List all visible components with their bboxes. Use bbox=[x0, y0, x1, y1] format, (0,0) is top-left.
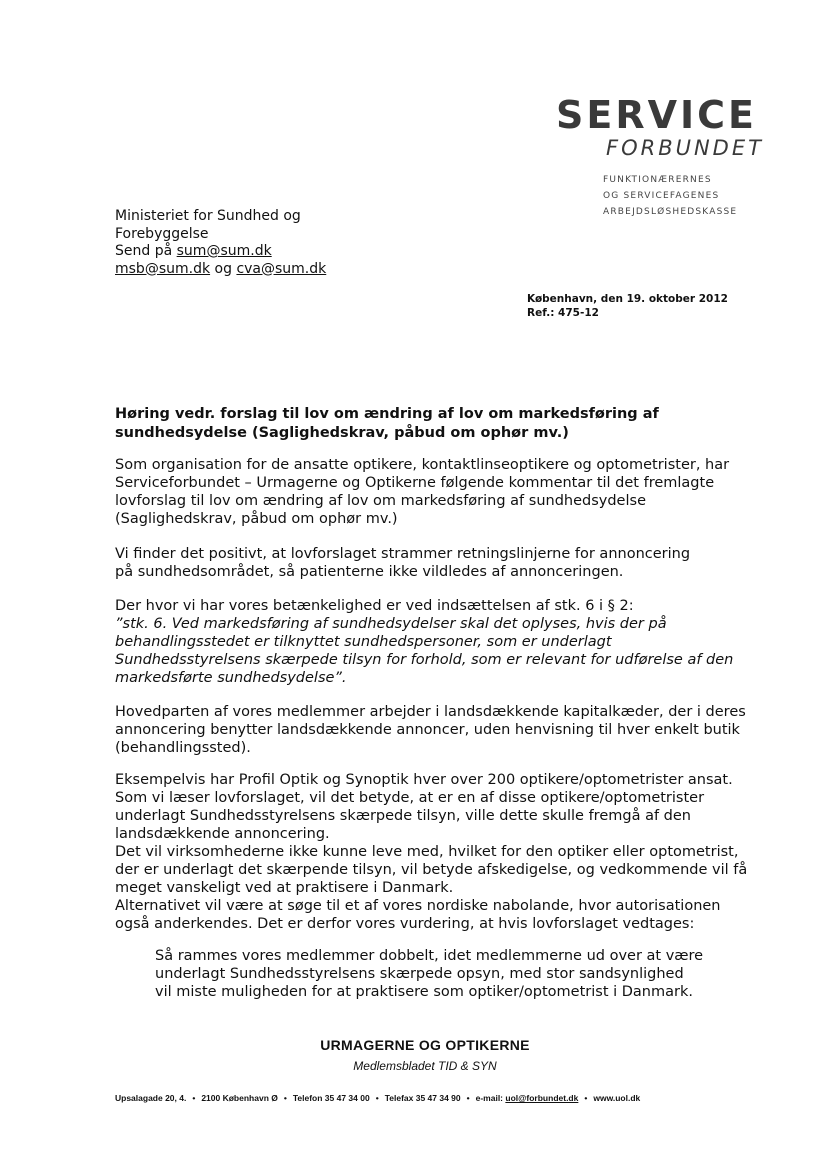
footer-title: URMAGERNE OG OPTIKERNE bbox=[320, 1037, 530, 1053]
letter-subject bbox=[115, 405, 715, 443]
paragraph-6 bbox=[155, 947, 755, 1001]
email-link-msb[interactable]: msb@sum.dk bbox=[115, 260, 211, 277]
footer-city: 2100 København Ø bbox=[201, 1093, 278, 1103]
letter-date: København, den 19. oktober 2012 bbox=[527, 293, 728, 305]
paragraph-5 bbox=[115, 771, 755, 933]
body-line: Eksempelvis har Profil Optik og Synoptik hver over 200 optikere/optometrister ansat. bbox=[115, 772, 733, 788]
body-line: vil miste muligheden for at praktisere som optiker/optometrist i Danmark. bbox=[155, 984, 693, 1000]
footer-email-label: e-mail: bbox=[475, 1093, 506, 1103]
paragraph-1 bbox=[115, 456, 755, 528]
send-prefix: Send på bbox=[115, 243, 177, 259]
body-line: Der hvor vi har vores betænkelighed er ved indsættelsen af stk. 6 i § 2: bbox=[115, 598, 634, 614]
footer-bullet: • bbox=[584, 1093, 588, 1103]
footer-contact-line bbox=[115, 1093, 755, 1103]
body-line: også anderkendes. Det er derfor vores vurdering, at hvis lovforslaget vedtages: bbox=[115, 916, 695, 932]
quote-line: Sundhedsstyrelsens skærpede tilsyn for forhold, som er relevant for udførelse af den bbox=[115, 652, 734, 668]
body-line: Vi finder det positivt, at lovforslaget strammer retningslinjerne for annoncering bbox=[115, 546, 691, 562]
logo-subtitle-line: ARBEJDSLØSHEDSKASSE bbox=[603, 207, 738, 217]
logo-service-text: SERVICE bbox=[556, 93, 757, 137]
body-line: annoncering benytter landsdækkende annoncer, uden henvisning til hver enkelt butik bbox=[115, 722, 740, 738]
body-line: underlagt Sundhedsstyrelsens skærpede opsyn, med stor sandsynlighed bbox=[155, 966, 684, 982]
paragraph-3 bbox=[115, 597, 755, 687]
footer-bullet: • bbox=[375, 1093, 379, 1103]
footer-web[interactable]: www.uol.dk bbox=[593, 1093, 641, 1103]
body-line: (behandlingssted). bbox=[115, 740, 251, 756]
body-line: (Saglighedskrav, påbud om ophør mv.) bbox=[115, 511, 398, 527]
footer-fax: Telefax 35 47 34 90 bbox=[384, 1093, 461, 1103]
body-line: Hovedparten af vores medlemmer arbejder i landsdækkende kapitalkæder, der i deres bbox=[115, 704, 746, 720]
body-line: Serviceforbundet – Urmagerne og Optikerne følgende kommentar til det fremlagte bbox=[115, 475, 715, 491]
recipient-send-line bbox=[115, 243, 326, 261]
footer-bullet: • bbox=[466, 1093, 470, 1103]
quote-line: behandlingsstedet er tilknyttet sundhedspersoner, som er underlagt bbox=[115, 634, 612, 650]
body-line: Alternativet vil være at søge til et af vores nordiske nabolande, hvor autorisationen bbox=[115, 898, 721, 914]
recipient-line: Forebyggelse bbox=[115, 225, 209, 242]
subject-line: sundhedsydelse (Saglighedskrav, påbud om ophør mv.) bbox=[115, 425, 569, 441]
footer-bullet: • bbox=[192, 1093, 196, 1103]
logo-forbundet-text: FORBUNDET bbox=[606, 136, 764, 160]
body-line: landsdækkende annoncering. bbox=[115, 826, 330, 842]
footer-email-link[interactable]: uol@forbundet.dk bbox=[505, 1093, 579, 1103]
quote-line: ”stk. 6. Ved markedsføring af sundhedsydelser skal det oplyses, hvis der på bbox=[115, 616, 667, 632]
subject-line: Høring vedr. forslag til lov om ændring af lov om markedsføring af bbox=[115, 406, 659, 422]
body-line: Som organisation for de ansatte optikere, kontaktlinseoptikere og optometrister, har bbox=[115, 457, 730, 473]
recipient-block bbox=[115, 208, 326, 278]
body-line: lovforslag til lov om ændring af lov om markedsføring af sundhedsydelse bbox=[115, 493, 646, 509]
footer-subtitle: Medlemsbladet TID & SYN bbox=[353, 1059, 497, 1073]
date-ref-block bbox=[527, 292, 728, 320]
body-line: meget vanskeligt ved at praktisere i Danmark. bbox=[115, 880, 454, 896]
og-text: og bbox=[210, 260, 237, 277]
paragraph-2 bbox=[115, 545, 755, 581]
email-link-sum[interactable]: sum@sum.dk bbox=[176, 243, 272, 259]
body-line: underlagt Sundhedsstyrelsens skærpede tilsyn, ville dette skulle fremgå af den bbox=[115, 808, 691, 824]
footer-address: Upsalagade 20, 4. bbox=[115, 1093, 187, 1103]
paragraph-4 bbox=[115, 703, 755, 757]
logo-subtitle bbox=[603, 172, 737, 220]
footer-phone: Telefon 35 47 34 00 bbox=[292, 1093, 370, 1103]
logo-subtitle-line: OG SERVICEFAGENES bbox=[603, 191, 720, 201]
body-line: Det vil virksomhederne ikke kunne leve med, hvilket for den optiker eller optometrist, bbox=[115, 844, 739, 860]
body-line: Som vi læser lovforslaget, vil det betyde, at er en af disse optikere/optometrister bbox=[115, 790, 705, 806]
email-link-cva[interactable]: cva@sum.dk bbox=[236, 260, 327, 277]
recipient-line: Ministeriet for Sundhed og bbox=[115, 208, 301, 224]
quote-line: markedsførte sundhedsydelse”. bbox=[115, 670, 347, 686]
letter-ref: Ref.: 475-12 bbox=[527, 307, 599, 319]
logo-subtitle-line: FUNKTIONÆRERNES bbox=[603, 175, 712, 185]
footer-bullet: • bbox=[283, 1093, 287, 1103]
body-line: Så rammes vores medlemmer dobbelt, idet medlemmerne ud over at være bbox=[155, 948, 704, 964]
body-line: der er underlagt det skærpende tilsyn, vil betyde afskedigelse, og vedkommende vil få bbox=[115, 862, 748, 878]
recipient-email-line bbox=[115, 261, 326, 279]
body-line: på sundhedsområdet, så patienterne ikke vildledes af annonceringen. bbox=[115, 564, 624, 580]
